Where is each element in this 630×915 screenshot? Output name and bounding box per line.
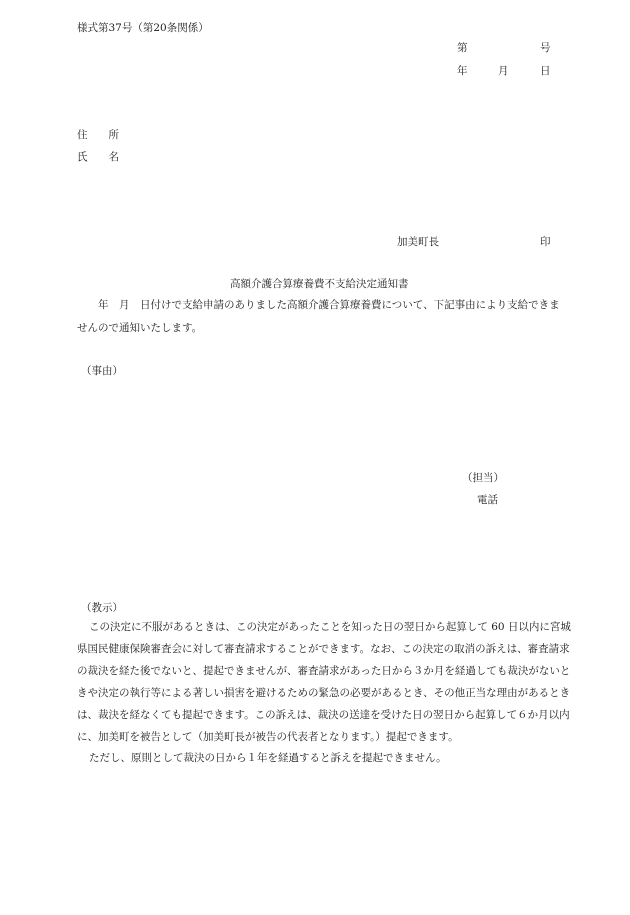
address-label: 住 所 [77, 129, 119, 141]
instruction-line: の裁決を経た後でないと、提起できませんが、審査請求があった日から３か月を経過しても裁決がないと [77, 665, 571, 677]
instruction-line: きや決定の執行等による著しい損害を避けるための緊急の必要があるとき、その他正当な理由があるとき [77, 687, 571, 699]
name-label: 氏 名 [77, 151, 119, 163]
instruction-line: 県国民健康保険審査会に対して審査請求することができます。なお、この決定の取消の訴えは、審査請求 [77, 643, 570, 655]
instruction-line: この決定に不服があるときは、この決定があったことを知った日の翌日から起算して 60 日以内に宮城 [89, 621, 571, 633]
notice-body-line: 年 月 日付けで支給申請のありました高額介護合算療養費について、下記事由により支給できま [77, 299, 560, 311]
contact-person-label: （担当） [462, 472, 504, 484]
date-day: 日 [540, 65, 551, 77]
notice-title: 高額介護合算療養費不支給決定通知書 [230, 278, 409, 290]
form-label: 様式第37号（第20条関係） [77, 22, 209, 34]
issuer-title: 加美町長 [397, 236, 439, 248]
contact-phone-label: 電話 [477, 494, 498, 506]
instruction-label: （教示） [81, 602, 123, 614]
instruction-line: に、加美町を被告として（加美町長が被告の代表者となります。）提起できます。 [77, 731, 459, 743]
date-month: 月 [498, 65, 509, 77]
document-number-prefix: 第 [457, 42, 468, 54]
document-number-suffix: 号 [540, 42, 551, 54]
reason-label: （事由） [81, 365, 123, 377]
instruction-line: は、裁決を経なくても提起できます。この訴えは、裁決の送達を受けた日の翌日から起算して６か月以内 [77, 709, 570, 721]
notice-body-line: せんので通知いたします。 [77, 322, 203, 334]
seal-mark: 印 [540, 236, 551, 248]
instruction-line: ただし、原則として裁決の日から１年を経過すると訴えを提起できません。 [89, 752, 447, 764]
date-year: 年 [457, 65, 468, 77]
